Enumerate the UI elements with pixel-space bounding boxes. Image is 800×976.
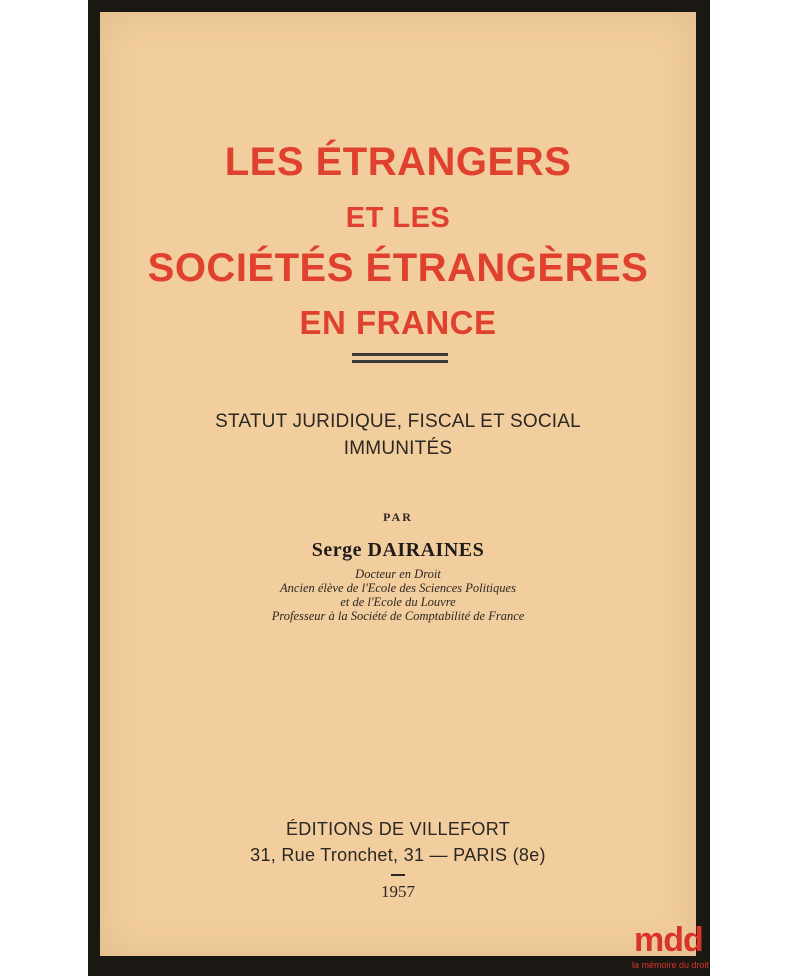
- publication-year: 1957: [381, 882, 415, 901]
- credential-line: Professeur à la Société de Comptabilité de France: [271, 609, 525, 623]
- logo-wordmark: mdd: [634, 921, 703, 959]
- credential-line: Ancien élève de l'Ecole des Sciences Politiques: [280, 581, 516, 595]
- watermark-logo: [630, 922, 720, 976]
- publisher-name: ÉDITIONS DE VILLEFORT: [285, 819, 510, 839]
- by-label: PAR: [383, 510, 413, 524]
- subtitle-line-2: IMMUNITÉS: [343, 438, 453, 459]
- logo-tagline: la mémoire du droit: [632, 960, 710, 970]
- subtitle-line-1: STATUT JURIDIQUE, FISCAL ET SOCIAL: [215, 411, 581, 432]
- title-divider-bottom: [352, 360, 448, 363]
- title-line-1: LES ÉTRANGERS: [224, 140, 572, 184]
- publisher-address: 31, Rue Tronchet, 31 — PARIS (8e): [250, 845, 546, 865]
- title-divider-top: [352, 353, 448, 356]
- title-line-3: SOCIÉTÉS ÉTRANGÈRES: [147, 246, 649, 290]
- book-cover: [100, 12, 696, 956]
- credential-line: Docteur en Droit: [355, 567, 441, 581]
- title-line-2: ET LES: [345, 202, 451, 234]
- credential-line: et de l'Ecole du Louvre: [340, 595, 456, 609]
- author-name: Serge DAIRAINES: [311, 539, 485, 561]
- year-dash: [391, 874, 405, 876]
- title-line-4: EN FRANCE: [299, 304, 497, 341]
